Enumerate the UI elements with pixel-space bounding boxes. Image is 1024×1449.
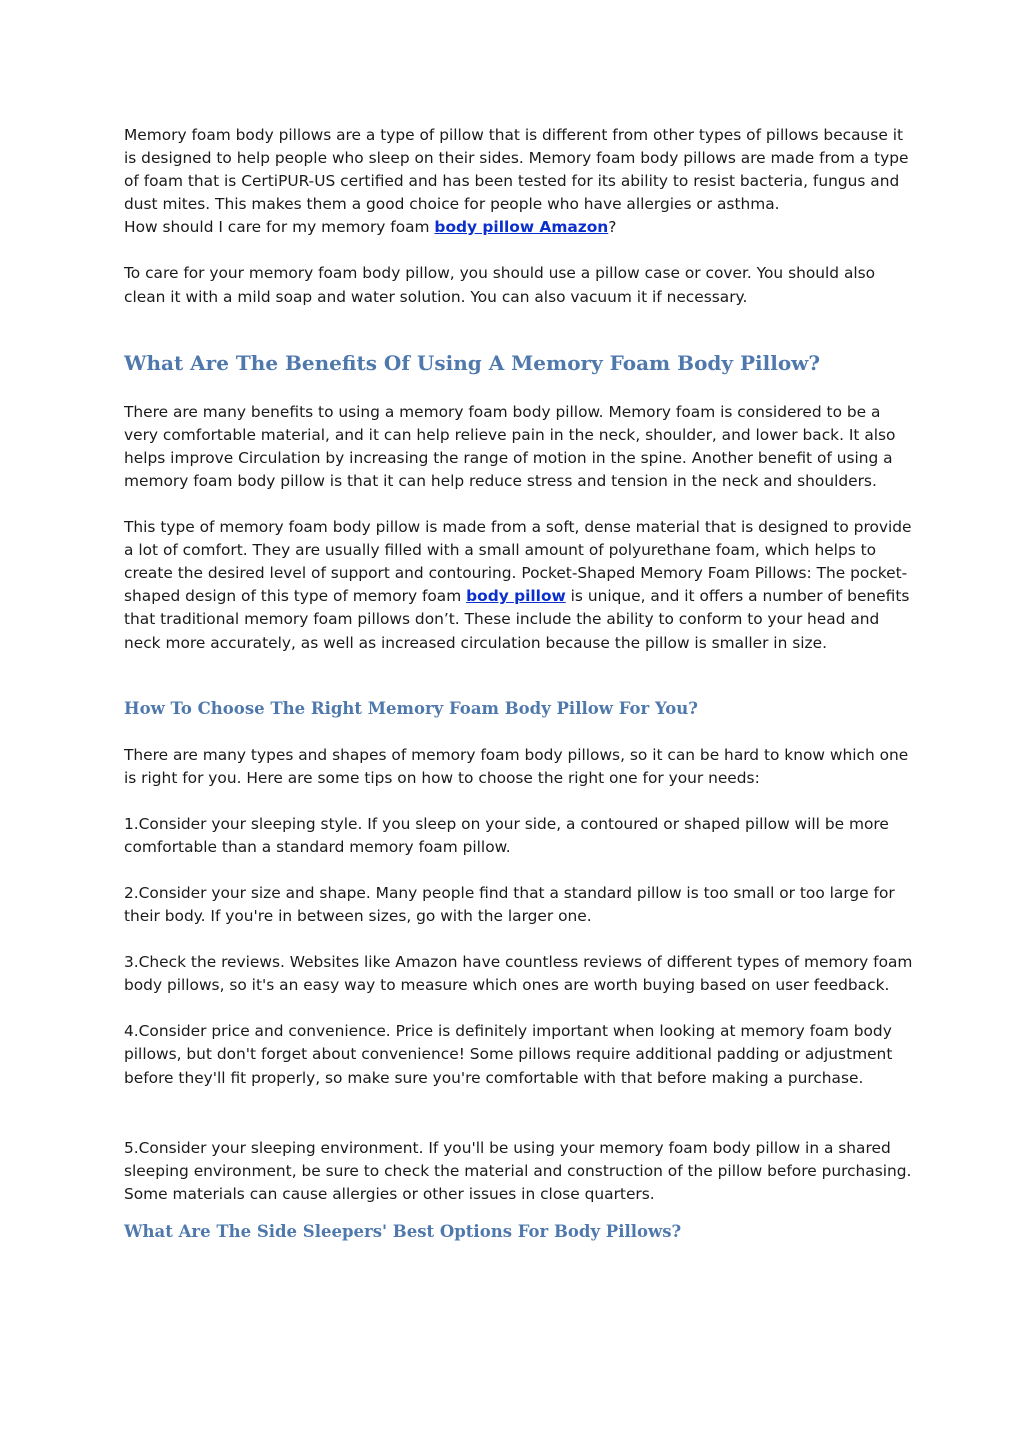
care-question-text: How should I care for my memory foam (124, 218, 435, 237)
tip-1: 1.Consider your sleeping style. If you sleep on your side, a contoured or shaped pillow will be more comfortable than a standard memory foam pillow. (124, 814, 889, 856)
benefits-paragraph-1: There are many benefits to using a memory foam body pillow. Memory foam is considered to be a very comfortable material, and it can help relieve pain in the neck, shoulder, and lower back. It also helps improve Circulation by increasing the range of motion in the spine. Another benefit of using a memory foam body pillow is that it can help reduce stress and tension in the neck and shoulders. (124, 402, 896, 490)
care-paragraph: To care for your memory foam body pillow, you should use a pillow case or cover. You should also clean it with a mild soap and water solution. You can also vacuum it if necessary. (124, 264, 876, 306)
benefits-heading: What Are The Benefits Of Using A Memory Foam Body Pillow? (124, 350, 821, 375)
tip-4: 4.Consider price and convenience. Price is definitely important when looking at memory foam body pillows, but don't forget about convenience! Some pillows require additional padding or adjustment before they'll fit properly, so make sure you're comfortable with that before making a purchase. (124, 1022, 893, 1087)
tip-3: 3.Check the reviews. Websites like Amazon have countless reviews of different types of memory foam body pillows, so it's an easy way to measure which ones are worth buying based on user feedback. (124, 953, 913, 995)
benefits-paragraph-2-text: This type of memory foam body pillow is made from a soft, dense material that is designed to provide a lot of comfort. They are usually filled with a small amount of polyurethane foam, which helps to create the desired level of support and contouring. Pocket-Shaped Memory Foam Pillows: The pocket-shaped design of this type of memory foam (124, 518, 912, 606)
choose-heading: How To Choose The Right Memory Foam Body Pillow For You? (124, 698, 698, 718)
tip-2: 2.Consider your size and shape. Many people find that a standard pillow is too small or too large for their body. If you're in between sizes, go with the larger one. (124, 883, 895, 926)
benefits-paragraph-2-rest: is unique, and it offers a number of benefits that traditional memory foam pillows don’t. These include the ability to conform to your head and neck more accurately, as well as increased circulation because the pillow is smaller in size. (124, 587, 910, 652)
benefits-paragraph-2 (124, 516, 914, 655)
intro-paragraph: Memory foam body pillows are a type of pillow that is different from other types of pillows because it is designed to help people who sleep on their sides. Memory foam body pillows are made from a type of foam that is CertiPUR-US certified and has been tested for its ability to resist bacteria, fungus and dust mites. This makes them a good choice for people who have allergies or asthma. (124, 126, 909, 214)
side-sleepers-heading: What Are The Side Sleepers' Best Options For Body Pillows? (124, 1221, 682, 1241)
body-pillow-link[interactable]: body pillow (466, 587, 566, 606)
choose-intro: There are many types and shapes of memory foam body pillows, so it can be hard to know which one is right for you. Here are some tips on how to choose the right one for your needs: (124, 745, 909, 787)
tip-5: 5.Consider your sleeping environment. If you'll be using your memory foam body pillow in a shared sleeping environment, be sure to check the material and construction of the pillow before purchasing. Some materials can cause allergies or other issues in close quarters. (124, 1138, 912, 1203)
care-question (124, 216, 914, 239)
body-pillow-amazon-link[interactable]: body pillow Amazon (434, 218, 609, 237)
document-page (124, 124, 914, 1244)
care-question-mark: ? (608, 218, 617, 237)
